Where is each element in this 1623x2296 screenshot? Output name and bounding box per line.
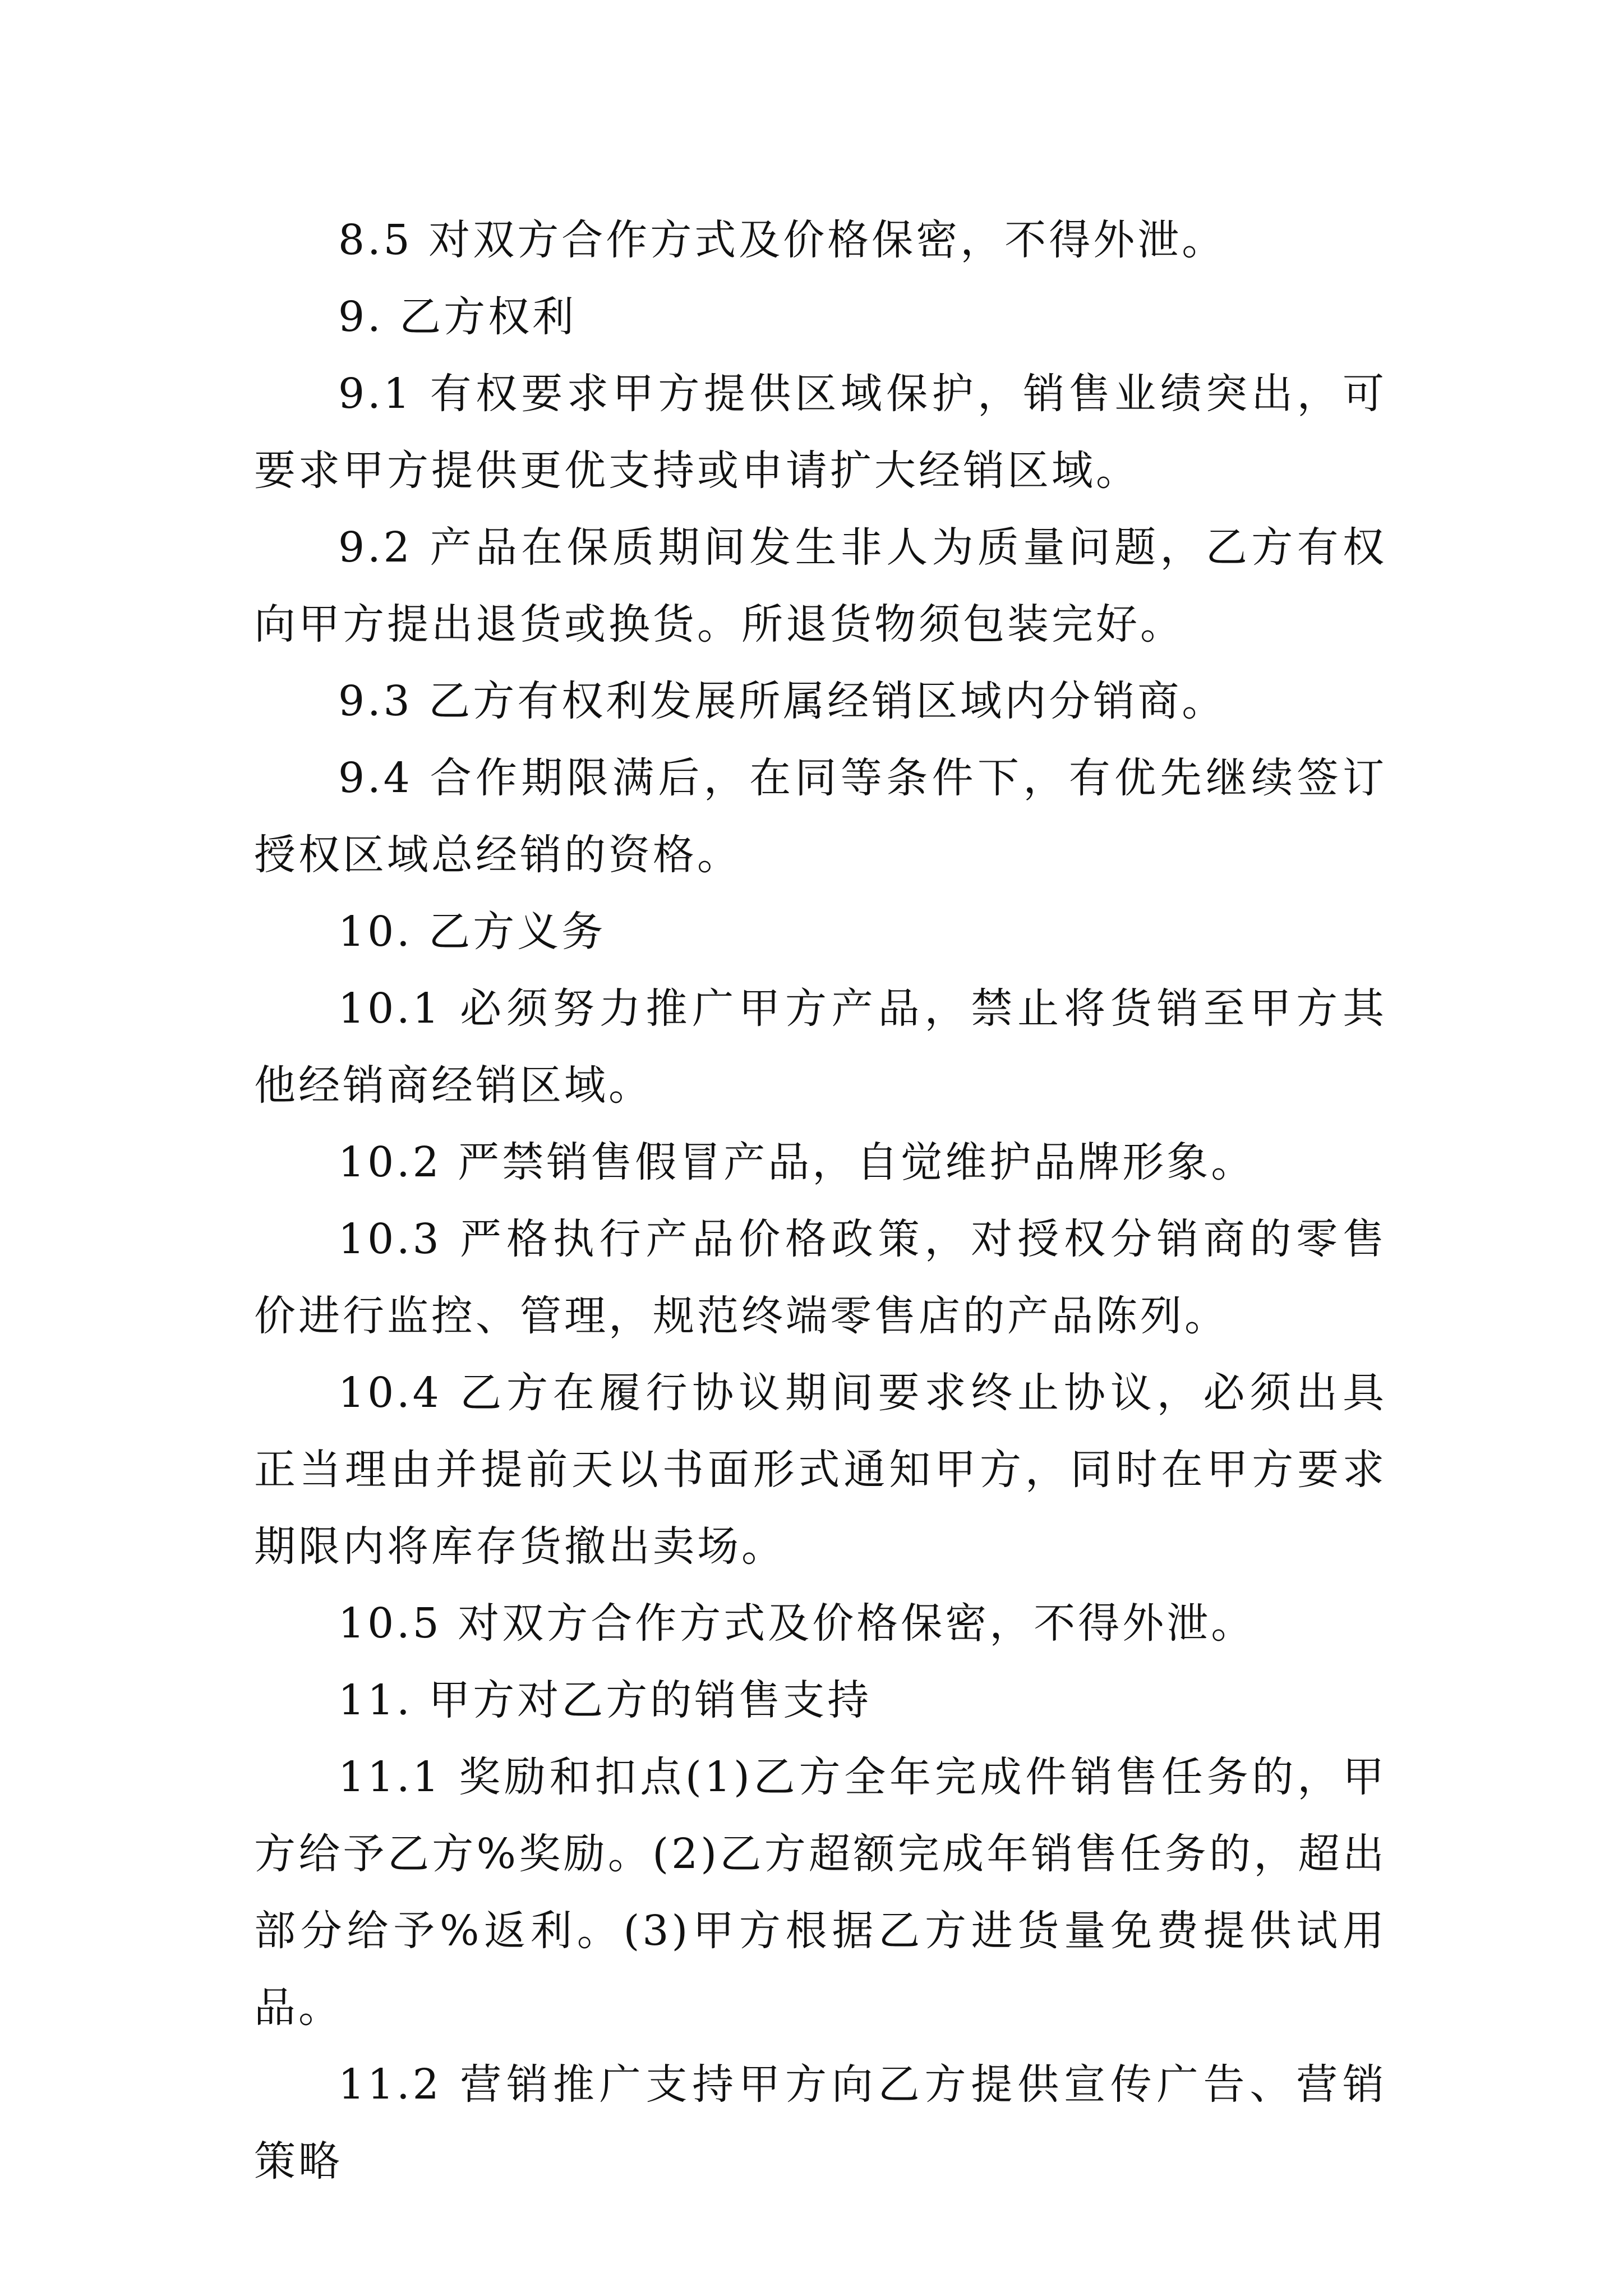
clause-10-5: 10.5 对双方合作方式及价格保密，不得外泄。: [338, 1599, 1256, 1648]
clause-11-2: 11.2 营销推广支持甲方向乙方提供宣传广告、营销策略: [254, 2060, 1387, 2185]
clause-10-3: 10.3 严格执行产品价格政策，对授权分销商的零售价进行监控、管理，规范终端零售店的产品陈列。: [254, 1215, 1387, 1340]
heading-11: 11. 甲方对乙方的销售支持: [338, 1676, 872, 1724]
clause-9-1: 9.1 有权要求甲方提供区域保护，销售业绩突出，可要求甲方提供更优支持或申请扩大经销区域。: [254, 370, 1387, 495]
document-body: [254, 202, 1387, 2200]
clause-10-4: 10.4 乙方在履行协议期间要求终止协议，必须出具正当理由并提前天以书面形式通知甲方，同时在甲方要求期限内将库存货撤出卖场。: [254, 1369, 1387, 1571]
heading-9: 9. 乙方权利: [338, 293, 577, 341]
clause-9-2: 9.2 产品在保质期间发生非人为质量问题，乙方有权向甲方提出退货或换货。所退货物须包装完好。: [254, 523, 1387, 648]
clause-8-5: 8.5 对双方合作方式及价格保密，不得外泄。: [338, 216, 1227, 264]
clause-10-1: 10.1 必须努力推广甲方产品，禁止将货销至甲方其他经销商经销区域。: [254, 984, 1387, 1110]
heading-10: 10. 乙方义务: [338, 908, 606, 956]
clause-11-1: 11.1 奖励和扣点(1)乙方全年完成件销售任务的，甲方给予乙方%奖励。(2)乙方超额完成年销售任务的，超出部分给予%返利。(3)甲方根据乙方进货量免费提供试用品。: [254, 1753, 1387, 2032]
clause-9-4: 9.4 合作期限满后，在同等条件下，有优先继续签订授权区域总经销的资格。: [254, 754, 1387, 879]
clause-10-2: 10.2 严禁销售假冒产品，自觉维护品牌形象。: [338, 1138, 1256, 1186]
clause-9-3: 9.3 乙方有权利发展所属经销区域内分销商。: [338, 677, 1227, 725]
